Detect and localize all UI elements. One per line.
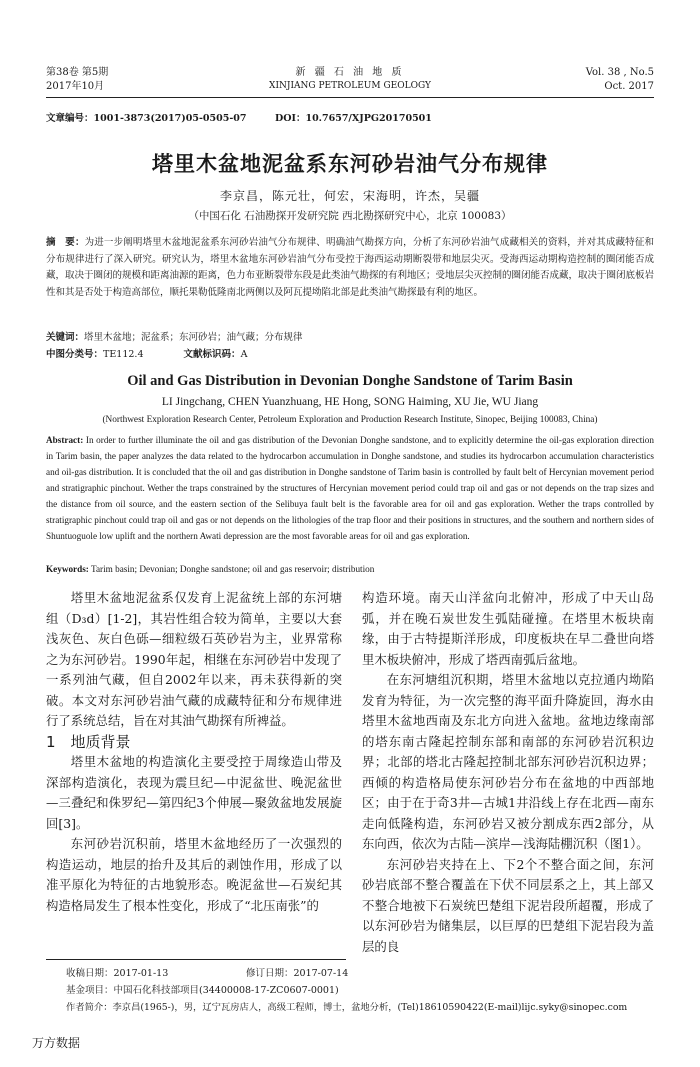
header-rule <box>46 97 654 98</box>
footnote-rule <box>46 959 346 960</box>
wanfang-watermark: 万方数据 <box>32 1036 81 1050</box>
authors-en: LI Jingchang, CHEN Yuanzhuang, HE Hong, SONG Haiming, XU Jie, WU Jiang <box>161 396 539 408</box>
abstract-cn-label: 摘 要： <box>46 237 85 248</box>
journal-name-en: XINJIANG PETROLEUM GEOLOGY <box>269 81 431 91</box>
header-volume-issue: 第38卷 第5期 <box>46 67 109 78</box>
abstract-cn <box>46 235 654 301</box>
affiliation-cn: （中国石化 石油勘探开发研究院 西北勘探研究中心，北京 100083） <box>188 210 512 222</box>
abstract-en-label: Abstract: <box>46 435 84 445</box>
header-date: 2017年10月 <box>46 81 105 92</box>
body-left-column <box>46 588 342 916</box>
clc-label: 中图分类号： <box>46 349 104 360</box>
abstract-cn-text: 为进一步阐明塔里木盆地泥盆系东河砂岩油气分布规律、明确油气勘探方向，分析了东河砂岩油气成藏相关的资料，并对其成藏特征和分布规律进行了深入研究。研究认为，塔里木盆地东河砂岩油气分布受控于海西运动期断裂带和地层尖灭。受海西运动期构造控制的圈闭能否成藏，取决于圈闭的规模和距离油源的距离，色力布亚断裂带东段是此类油气勘探的有利地区；受地层尖灭控制的圈闭能否成藏，取决于圈闭底板岩性和其是否处于构造高部位，顺托果勒低隆南北两侧以及阿瓦提坳陷北部是此类油气勘探最有利的地区。 <box>46 237 655 298</box>
doi: DOI：10.7657/XJPG20170501 <box>275 113 432 124</box>
affiliation-en: (Northwest Exploration Research Center, Petroleum Exploration and Production Research Institute, Sinopec, Beijing 100083, China) <box>102 415 598 425</box>
keywords-cn <box>46 330 654 347</box>
section-1-heading: 1 地质背景 <box>46 732 131 751</box>
right-paragraph-2: 在东河塘组沉积期，塔里木盆地以克拉通内坳陷发育为特征，为一次完整的海平面升降旋回，海水由塔里木盆地西南及东北方向进入盆地。盆地边缘南部的塔东南古隆起控制东部和南部的东河砂岩沉积边界；北部的塔北古隆起控制北部东河砂岩沉积边界；西倾的构造格局使东河砂岩分布在盆地的中西部地区；由于在于奇3井—古城1井沿线上存在北西—南东走向低隆构造，东河砂岩又被分割成东西2部分，从东向西，依次为古陆—滨岸—浅海陆棚沉积（图1）。 <box>362 672 654 851</box>
clc-value: TE112.4 <box>103 349 144 360</box>
doc-code-value: A <box>240 349 248 360</box>
intro-paragraph: 塔里木盆地泥盆系仅发育上泥盆统上部的东河塘组（D₃d）[1-2]，其岩性组合较为简单，主要以大套浅灰色、灰白色砾—细粒级石英砂岩为主，业界常称之为东河砂岩。1990年起，相继在东河砂岩中发现了一系列油气藏，但自2002年以来，再未获得新的突破。本文对东河砂岩油气藏的成藏特征和分布规律进行了系统总结，旨在对其油气勘探有所裨益。 <box>46 590 342 728</box>
header-volume-en: Vol. 38 , No.5 <box>585 67 654 78</box>
body-right-column <box>362 588 654 957</box>
title-en: Oil and Gas Distribution in Devonian Donghe Sandstone of Tarim Basin <box>127 373 573 389</box>
article-number: 文章编号：1001-3873(2017)05-0505-07 <box>46 113 247 124</box>
right-paragraph-3: 东河砂岩夹持在上、下2个不整合面之间，东河砂岩底部不整合覆盖在下伏不同层系之上，其上部又不整合地被下石炭统巴楚组下泥岩段所超覆，形成了以东河砂岩为储集层，以巨厚的巴楚组下泥岩段为盖层的良 <box>362 856 654 954</box>
section-1-paragraph-2: 东河砂岩沉积前，塔里木盆地经历了一次强烈的构造运动，地层的抬升及其后的剥蚀作用，形成了以准平原化为特征的古地貌形态。晚泥盆世—石炭纪其构造格局发生了根本性变化，形成了“北压南张”的 <box>46 836 342 913</box>
keywords-en-text: Tarim basin; Devonian; Donghe sandstone; oil and gas reservoir; distribution <box>88 564 375 574</box>
author-bio: 作者简介：李京昌(1965-)，男，辽宁瓦房店人，高级工程师，博士，盆地分析，(Tel)18610590422(E-mail)lijc.syky@sinopec.com <box>66 1002 628 1013</box>
abstract-en <box>46 432 654 544</box>
header-date-en: Oct. 2017 <box>604 81 654 92</box>
authors-cn: 李京昌，陈元壮，何宏，宋海明，许杰，吴疆 <box>219 189 480 203</box>
right-paragraph-1: 构造环境。南天山洋盆向北俯冲，形成了中天山岛弧，并在晚石炭世发生弧陆碰撞。在塔里木板块南缘，由于古特提斯洋形成，印度板块在早二叠世向塔里木板块俯冲，形成了塔西南弧后盆地。 <box>362 590 654 667</box>
journal-name-cn: 新 疆 石 油 地 质 <box>295 67 405 78</box>
keywords-en <box>46 561 654 577</box>
keywords-cn-label: 关键词： <box>46 332 85 343</box>
keywords-cn-text: 塔里木盆地；泥盆系；东河砂岩；油气藏；分布规律 <box>84 332 303 343</box>
title-cn: 塔里木盆地泥盆系东河砂岩油气分布规律 <box>152 152 548 176</box>
section-1-paragraph-1: 塔里木盆地的构造演化主要受控于周缘造山带及深部构造演化，表现为震旦纪—中泥盆世、晚泥盆世—三叠纪和侏罗纪—第四纪3个伸展—聚敛盆地发展旋回[3]。 <box>46 754 342 831</box>
revised-date: 修订日期：2017-07-14 <box>246 968 349 979</box>
doc-code-label: 文献标识码： <box>183 349 241 360</box>
received-date: 收稿日期：2017-01-13 <box>66 968 169 979</box>
keywords-en-label: Keywords: <box>46 564 89 574</box>
abstract-en-text: In order to further illuminate the oil and gas distribution of the Devonian Donghe sandstone, and to explicitly determine the oil-gas exploration direction in Tarim basin, the paper analyzes the data related to the hydrocarbon accumulation in Donghe sandstone, and studies its hydrocarbon accumulation characteristics and oil-gas distribution. It is concluded that the oil and gas distribution in Donghe sandstone of Tarim basin is controlled by fault belt of Hercynian movement period and stratigraphic pinchout. Wether the traps constrained by the structures of Hercynian movement period could trap oil and gas or not depends on the trap sizes and the distance from oil source, and the eastern section of the Selibuya fault belt is the favorable area for oil and gas exploration. Wether the traps controlled by stratigraphic pinchout could trap oil and gas or not depends on the lithologies of the trap floor and their positions in structures, and the southern and northern sides of Shuntuoguole low uplift and the northern Awati depression are the most favorable areas for oil and gas exploration. <box>46 435 654 541</box>
classification-line <box>46 347 654 364</box>
fund-note: 基金项目：中国石化科技部项目(34400008-17-ZC0607-0001) <box>66 985 339 996</box>
